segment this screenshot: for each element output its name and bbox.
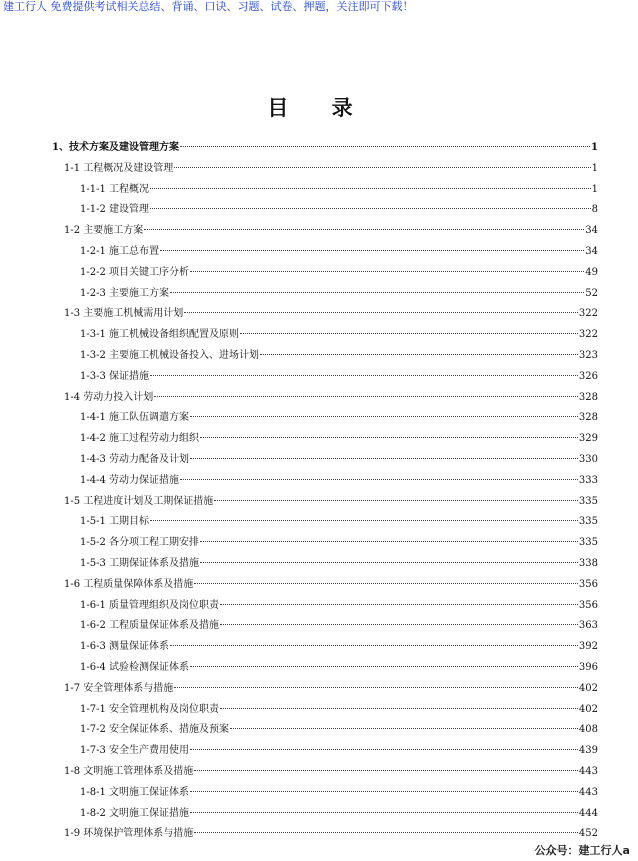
toc-entry[interactable] [80,452,598,468]
toc-entry-title: 1-4-1 施工队伍调遣方案 [80,412,190,424]
toc-entry-title: 1-5 工程进度计划及工期保证措施 [64,495,214,507]
toc-leader-dots [190,458,578,459]
toc-entry[interactable] [80,639,598,655]
toc-leader-dots [190,812,578,813]
toc-leader-dots [174,687,578,688]
toc-entry-page: 1 [591,183,598,195]
toc-entry-title: 1-1 工程概况及建设管理 [64,162,174,174]
table-of-contents [0,140,638,861]
toc-entry-page: 34 [585,246,598,257]
toc-leader-dots [150,375,578,376]
toc-entry[interactable] [80,369,598,385]
toc-entry[interactable] [80,535,598,551]
toc-entry[interactable] [64,764,598,780]
toc-entry[interactable] [64,681,598,697]
toc-entry-page: 392 [578,641,598,653]
toc-entry[interactable] [80,202,598,218]
toc-leader-dots [230,728,578,729]
toc-entry-page: 402 [578,682,598,694]
toc-leader-dots [190,271,584,272]
toc-entry[interactable] [80,473,598,489]
toc-entry[interactable] [80,785,598,801]
download-banner: 建工行人 免费提供考试相关总结、背诵、口诀、习题、试卷、押题，关注即可下载！ [3,0,414,13]
toc-leader-dots [184,312,578,313]
toc-entry-title: 1-5-3 工期保证体系及措施 [80,558,200,569]
toc-entry-page: 335 [578,516,598,528]
toc-leader-dots [190,791,578,792]
toc-entry-title: 1-2-2 项目关键工序分析 [80,266,190,278]
toc-entry-title: 1-4 劳动力投入计划 [64,391,154,403]
toc-entry[interactable] [80,743,598,759]
toc-entry[interactable] [80,327,598,343]
toc-leader-dots [240,333,578,334]
toc-entry-page: 335 [578,537,598,549]
toc-entry-page: 8 [591,204,598,216]
toc-entry[interactable] [64,223,598,239]
toc-entry-page: 1 [591,162,598,174]
toc-leader-dots [194,770,578,771]
toc-entry[interactable] [64,826,598,842]
toc-leader-dots [154,396,578,397]
toc-entry-page: 356 [578,578,598,590]
toc-leader-dots [150,188,591,189]
toc-entry-title: 1-8-1 文明施工保证体系 [80,786,190,798]
toc-leader-dots [190,416,578,417]
toc-entry-title: 1-3-3 保证措施 [80,370,150,382]
toc-entry-page: 408 [578,724,598,736]
toc-entry[interactable] [52,140,598,156]
toc-entry-page: 34 [585,225,598,237]
toc-entry-title: 1-4-3 劳动力配备及计划 [80,454,190,465]
toc-leader-dots [174,167,590,168]
toc-leader-dots [170,645,578,646]
toc-entry-title: 1-8-2 文明施工保证措施 [80,807,190,819]
toc-entry[interactable] [80,244,598,260]
toc-leader-dots [170,292,584,293]
toc-entry-title: 1-3 主要施工机械需用计划 [64,308,184,320]
toc-entry-page: 335 [578,495,598,507]
toc-entry-page: 443 [578,786,598,798]
toc-entry-page: 444 [578,807,598,819]
toc-entry[interactable] [80,660,598,676]
toc-leader-dots [220,708,578,709]
toc-entry-title: 1-7-1 安全管理机构及岗位职责 [80,703,220,715]
toc-entry-title: 1-4-2 施工过程劳动力组织 [80,433,200,445]
toc-leader-dots [190,666,578,667]
toc-leader-dots [214,500,578,501]
toc-entry-title: 1-6-4 试验检测保证体系 [80,662,190,673]
toc-leader-dots [150,208,591,209]
toc-entry-title: 1-7-2 安全保证体系、措施及预案 [80,724,230,736]
toc-entry-page: 356 [578,599,598,611]
toc-leader-dots [194,583,578,584]
toc-entry[interactable] [64,161,598,177]
toc-entry-page: 328 [578,391,598,403]
watermark: 公众号：建工行人a [534,844,630,857]
page-title: 目 录 [267,95,371,120]
toc-entry-page: 338 [578,558,598,569]
toc-entry-title: 1-6 工程质量保障体系及措施 [64,578,194,590]
toc-entry-title: 1-6-2 工程质量保证体系及措施 [80,620,220,632]
toc-leader-dots [160,250,584,251]
toc-entry-title: 1-1-1 工程概况 [80,183,150,195]
toc-leader-dots [260,354,578,355]
toc-leader-dots [180,479,578,480]
toc-entry-title: 1-7 安全管理体系与措施 [64,682,174,694]
toc-entry-page: 322 [578,308,598,320]
toc-entry[interactable] [64,494,598,510]
toc-entry-title: 1-2 主要施工方案 [64,225,144,237]
toc-entry[interactable] [80,431,598,447]
toc-entry-page: 326 [578,370,598,382]
toc-entry-title: 1-4-4 劳动力保证措施 [80,474,180,486]
toc-entry-title: 1-2-3 主要施工方案 [80,287,170,299]
toc-entry[interactable] [64,577,598,593]
toc-entry-page: 402 [578,703,598,715]
toc-entry[interactable] [80,556,598,572]
toc-entry-page: 328 [578,412,598,424]
toc-entry-page: 49 [585,266,598,278]
toc-leader-dots [144,229,584,230]
toc-entry-title: 1-6-1 质量管理组织及岗位职责 [80,599,220,611]
toc-entry-title: 1、技术方案及建设管理方案 [52,142,179,153]
toc-entry-page: 1 [591,142,598,153]
toc-leader-dots [200,541,578,542]
toc-leader-dots [190,749,578,750]
toc-entry-title: 1-3-2 主要施工机械设备投入、进场计划 [80,350,260,361]
toc-entry-page: 330 [578,454,598,465]
toc-entry[interactable] [80,514,598,530]
toc-entry[interactable] [80,182,598,198]
toc-entry-title: 1-7-3 安全生产费用使用 [80,745,190,757]
toc-leader-dots [150,520,578,521]
toc-entry-page: 329 [578,433,598,445]
toc-entry[interactable] [80,348,598,364]
toc-entry-page: 396 [578,662,598,673]
toc-leader-dots [220,604,578,605]
toc-entry[interactable] [80,410,598,426]
toc-entry-page: 333 [578,474,598,486]
toc-entry-page: 363 [578,620,598,632]
toc-leader-dots [194,832,578,833]
toc-entry-title: 1-2-1 施工总布置 [80,246,160,257]
toc-entry[interactable] [80,598,598,614]
toc-entry[interactable] [80,265,598,281]
toc-entry-title: 1-8 文明施工管理体系及措施 [64,766,194,777]
toc-entry-page: 323 [578,350,598,361]
toc-entry-title: 1-9 环境保护管理体系与措施 [64,828,194,840]
toc-leader-dots [180,146,590,147]
toc-entry[interactable] [80,702,598,718]
toc-entry[interactable] [80,618,598,634]
toc-entry[interactable] [80,286,598,302]
toc-entry-page: 452 [578,828,598,840]
toc-entry[interactable] [80,806,598,822]
toc-entry-page: 443 [578,766,598,777]
toc-entry[interactable] [80,722,598,738]
toc-leader-dots [200,437,578,438]
toc-entry-title: 1-5-1 工期目标 [80,516,150,528]
toc-entry-title: 1-6-3 测量保证体系 [80,641,170,653]
toc-entry-title: 1-5-2 各分项工程工期安排 [80,537,200,549]
toc-entry[interactable] [64,390,598,406]
toc-entry-page: 322 [578,329,598,341]
toc-entry-page: 439 [578,745,598,757]
toc-entry[interactable] [64,306,598,322]
toc-entry-title: 1-3-1 施工机械设备组织配置及原则 [80,329,240,341]
toc-leader-dots [200,562,578,563]
toc-leader-dots [220,624,578,625]
toc-entry-page: 52 [585,287,598,299]
toc-entry-title: 1-1-2 建设管理 [80,204,150,216]
